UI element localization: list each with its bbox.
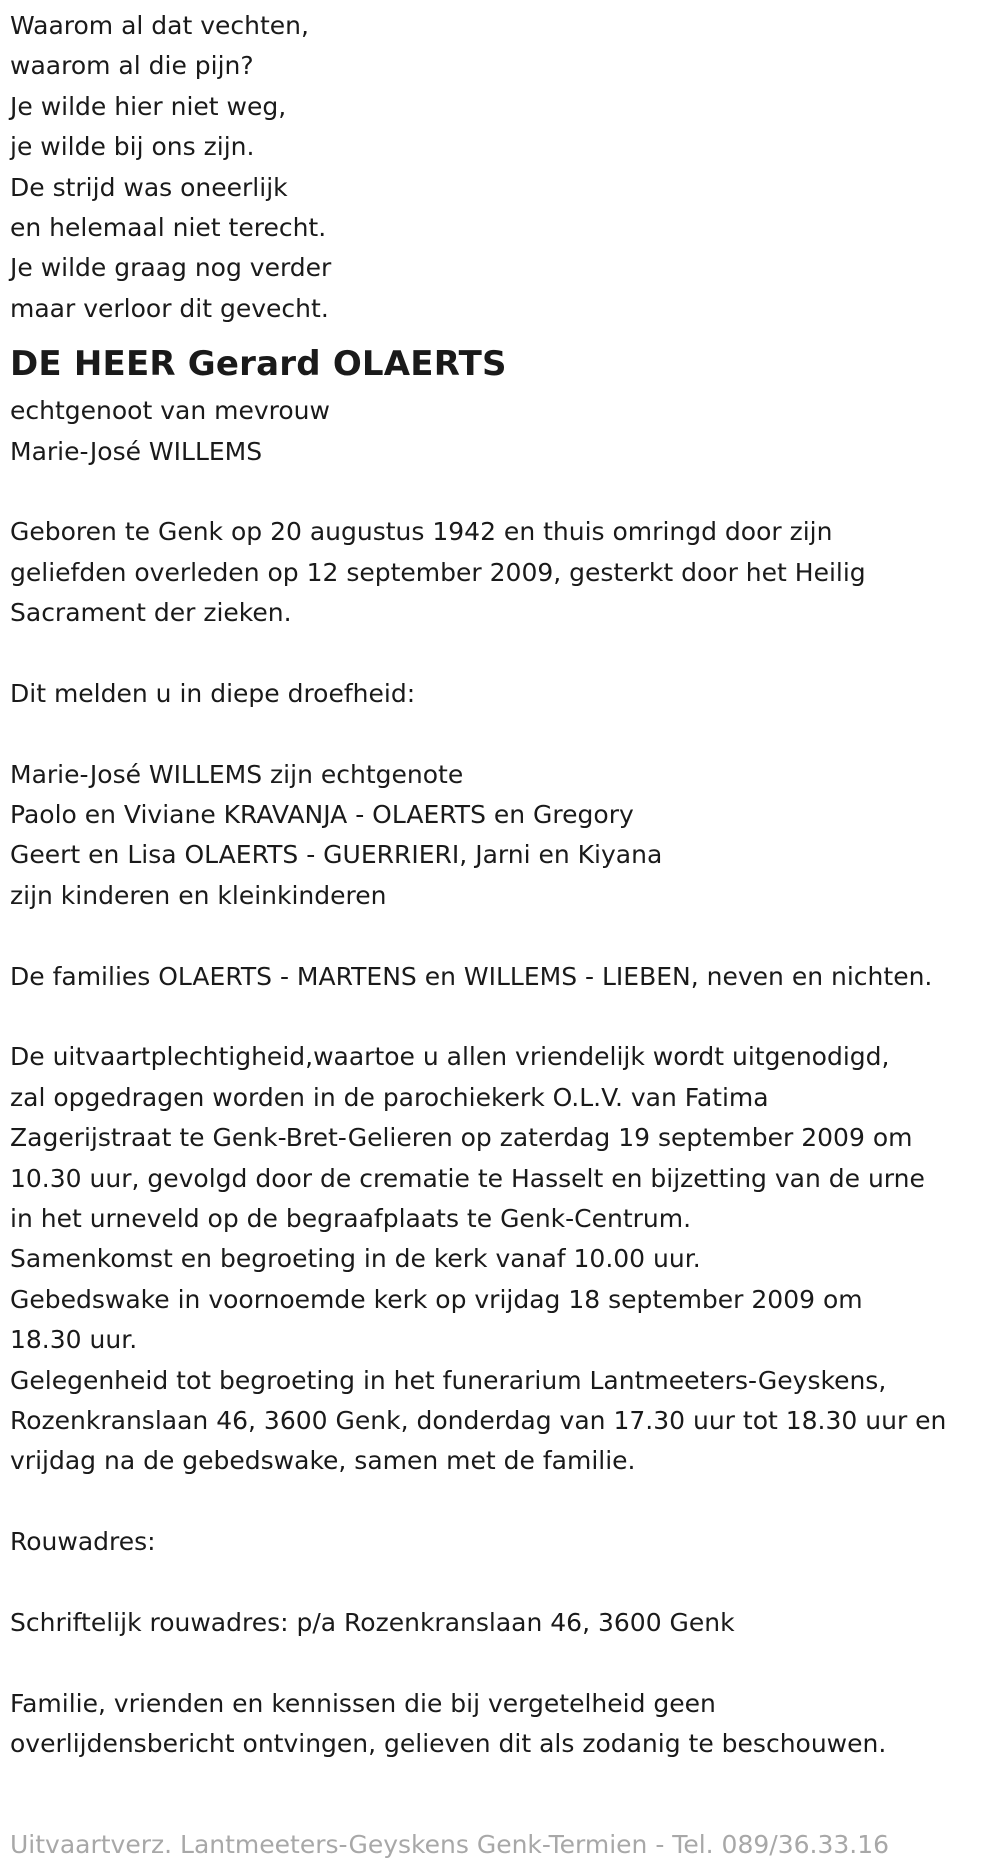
spacer xyxy=(10,633,990,673)
poem-line: Je wilde graag nog verder xyxy=(10,253,332,283)
paragraph-line: Gebedswake in voornoemde kerk op vrijdag 18 september 2009 om xyxy=(10,1284,863,1314)
spacer xyxy=(10,997,990,1037)
deceased-name: DE HEER Gerard OLAERTS xyxy=(10,344,507,385)
mourning-address-label: Rouwadres: xyxy=(10,1527,156,1557)
paragraph-line: 18.30 uur. xyxy=(10,1325,138,1355)
obituary-document xyxy=(10,6,990,1764)
poem-line: maar verloor dit gevecht. xyxy=(10,293,329,323)
family-line: Paolo en Viviane KRAVANJA - OLAERTS en Gregory xyxy=(10,800,634,830)
poem-line: en helemaal niet terecht. xyxy=(10,212,327,242)
paragraph-line: vrijdag na de gebedswake, samen met de familie. xyxy=(10,1446,636,1476)
family-list xyxy=(10,755,990,917)
spacer xyxy=(10,472,990,512)
family-line: zijn kinderen en kleinkinderen xyxy=(10,880,387,910)
poem xyxy=(10,6,990,329)
family-line: Marie-José WILLEMS zijn echtgenote xyxy=(10,759,464,789)
spacer xyxy=(10,1643,990,1683)
paragraph-line: overlijdensbericht ontvingen, gelieven dit als zodanig te beschouwen. xyxy=(10,1729,887,1759)
extended-family: De families OLAERTS - MARTENS en WILLEMS - LIEBEN, neven en nichten. xyxy=(10,961,933,991)
spacer xyxy=(10,1562,990,1602)
funeral-home-footer: Uitvaartverz. Lantmeeters-Geyskens Genk-Termien - Tel. 089/36.33.16 xyxy=(10,1830,890,1859)
spacer xyxy=(10,1482,990,1522)
spouse-name: Marie-José WILLEMS xyxy=(10,436,263,466)
paragraph-line: Rozenkranslaan 46, 3600 Genk, donderdag van 17.30 uur tot 18.30 uur en xyxy=(10,1405,947,1435)
paragraph-line: Sacrament der zieken. xyxy=(10,598,292,628)
poem-line: Waarom al dat vechten, xyxy=(10,11,309,40)
birth-death-paragraph xyxy=(10,512,990,633)
family-line: Geert en Lisa OLAERTS - GUERRIERI, Jarni en Kiyana xyxy=(10,840,663,870)
paragraph-line: Zagerijstraat te Genk-Bret-Gelieren op zaterdag 19 september 2009 om xyxy=(10,1123,913,1153)
paragraph-line: De uitvaartplechtigheid,waartoe u allen vriendelijk wordt uitgenodigd, xyxy=(10,1042,890,1072)
poem-line: waarom al die pijn? xyxy=(10,51,254,81)
paragraph-line: zal opgedragen worden in de parochiekerk O.L.V. van Fatima xyxy=(10,1082,769,1112)
ceremony-paragraph xyxy=(10,1037,990,1481)
spouse-line: echtgenoot van mevrouw xyxy=(10,396,330,426)
paragraph-line: Geboren te Genk op 20 augustus 1942 en thuis omringd door zijn xyxy=(10,517,833,547)
spacer xyxy=(10,714,990,754)
poem-line: je wilde bij ons zijn. xyxy=(10,132,255,162)
paragraph-line: Gelegenheid tot begroeting in het funerarium Lantmeeters-Geyskens, xyxy=(10,1365,887,1395)
paragraph-line: Familie, vrienden en kennissen die bij vergetelheid geen xyxy=(10,1688,716,1718)
poem-line: Je wilde hier niet weg, xyxy=(10,91,287,121)
paragraph-line: geliefden overleden op 12 september 2009, gesterkt door het Heilig xyxy=(10,557,866,587)
spacer xyxy=(10,916,990,956)
paragraph-line: 10.30 uur, gevolgd door de crematie te Hasselt en bijzetting van de urne xyxy=(10,1163,925,1193)
paragraph-line: in het urneveld op de begraafplaats te Genk-Centrum. xyxy=(10,1203,692,1233)
written-address: Schriftelijk rouwadres: p/a Rozenkranslaan 46, 3600 Genk xyxy=(10,1607,735,1637)
announcement: Dit melden u in diepe droefheid: xyxy=(10,678,416,708)
poem-line: De strijd was oneerlijk xyxy=(10,172,288,202)
paragraph-line: Samenkomst en begroeting in de kerk vanaf 10.00 uur. xyxy=(10,1244,701,1274)
closing-paragraph xyxy=(10,1684,990,1765)
